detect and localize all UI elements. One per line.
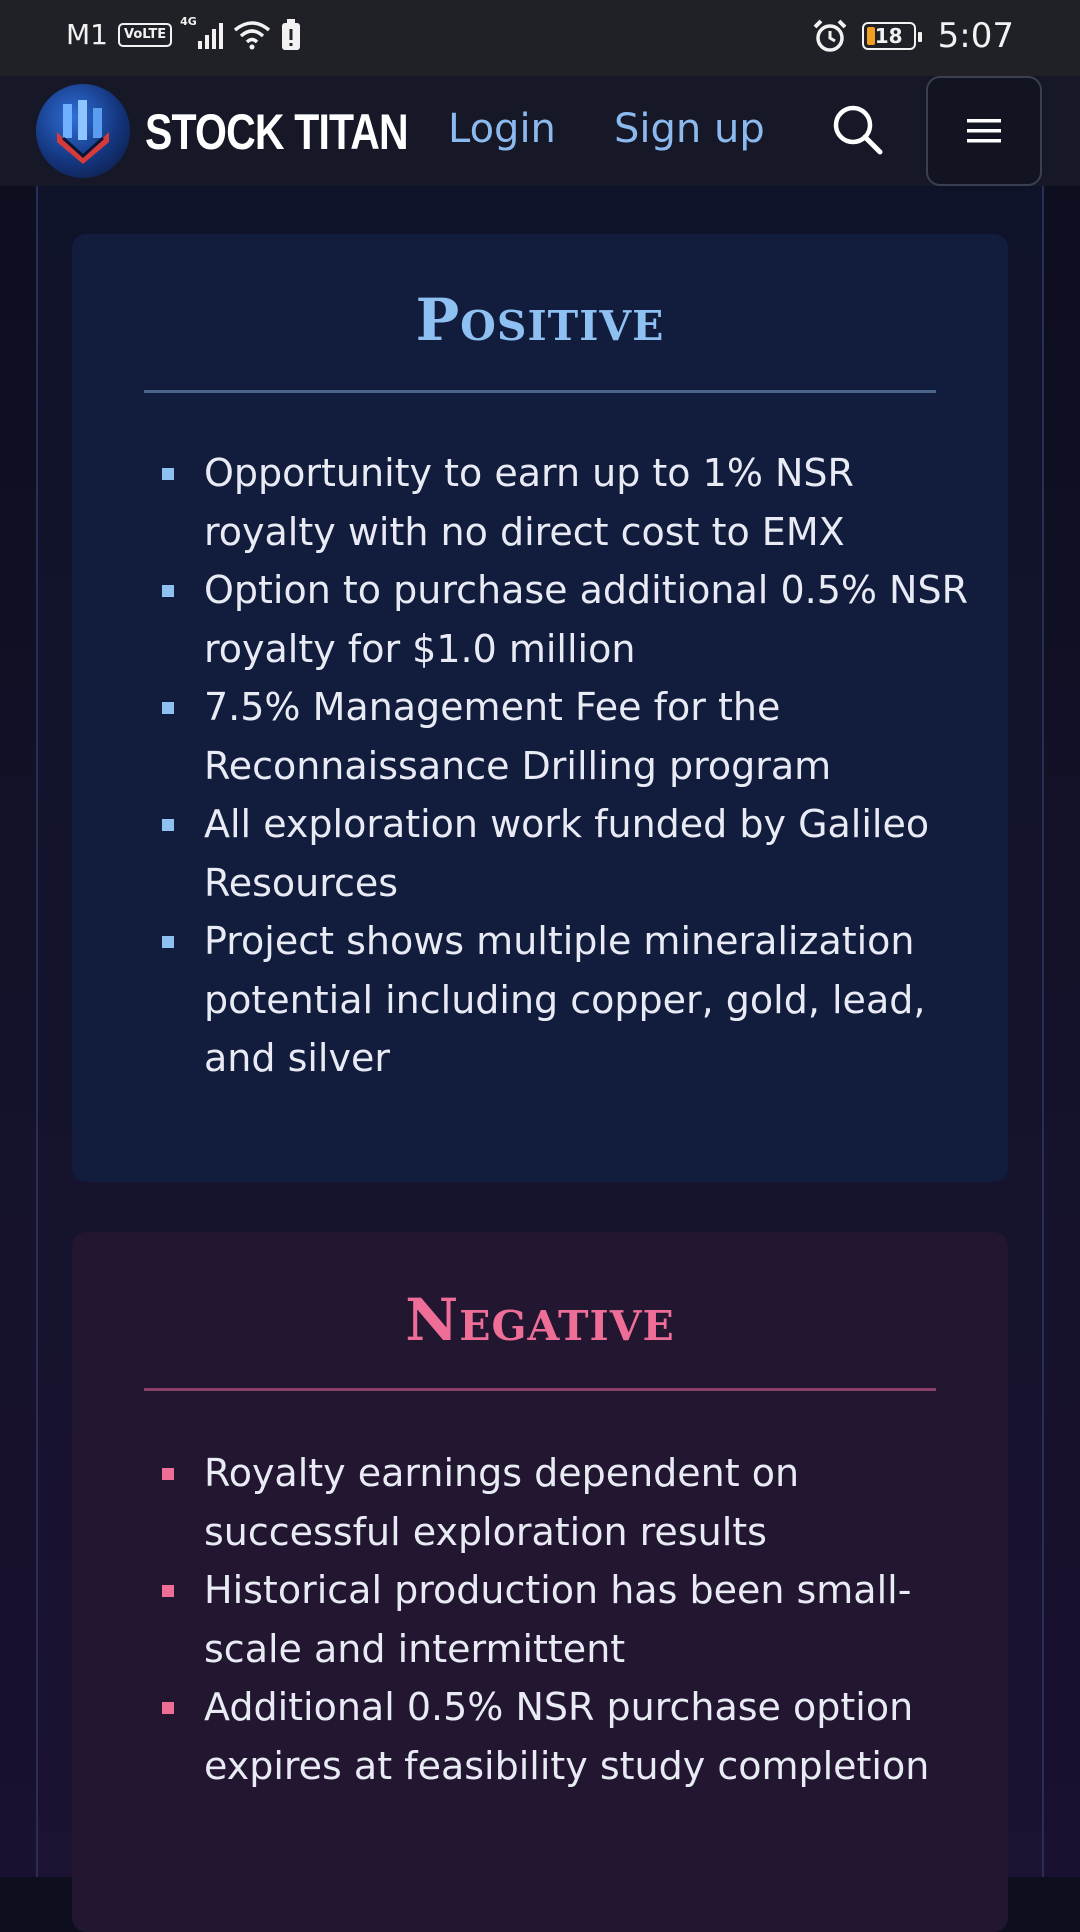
- alert-sim-icon: [281, 19, 301, 51]
- cell-signal-icon: [180, 14, 223, 49]
- negative-card: [72, 1232, 1008, 1932]
- signup-link[interactable]: Sign up: [614, 106, 765, 152]
- list-item: Opportunity to earn up to 1% NSR royalty with no direct cost to EMX: [162, 444, 982, 561]
- top-navbar: [0, 76, 1080, 186]
- status-left: [66, 14, 301, 51]
- wifi-icon: [233, 20, 271, 50]
- logo-chevron-icon: [53, 98, 113, 164]
- list-item: Historical production has been small-scale and intermittent: [162, 1561, 982, 1678]
- battery-icon: [862, 22, 916, 50]
- login-link[interactable]: Login: [448, 106, 556, 152]
- positive-card: [72, 234, 1008, 1182]
- list-item: Additional 0.5% NSR purchase option expires at feasibility study completion: [162, 1678, 982, 1795]
- status-right: [812, 16, 1014, 56]
- positive-divider: [144, 390, 936, 393]
- list-item: 7.5% Management Fee for the Reconnaissance Drilling program: [162, 678, 982, 795]
- battery-level: 18: [874, 24, 903, 48]
- clock-time: 5:07: [937, 16, 1014, 56]
- search-icon: [828, 100, 888, 160]
- list-item: All exploration work funded by Galileo Resources: [162, 795, 982, 912]
- search-button[interactable]: [828, 100, 888, 160]
- volte-badge: VoLTE: [118, 23, 172, 47]
- stock-titan-logo[interactable]: [36, 84, 130, 178]
- carrier-label: M1: [66, 18, 108, 51]
- list-item: Option to purchase additional 0.5% NSR royalty for $1.0 million: [162, 561, 982, 678]
- list-item: Project shows multiple mineralization potential including copper, gold, lead, and silver: [162, 912, 982, 1088]
- hamburger-menu-icon: [965, 115, 1003, 147]
- alarm-icon: [812, 18, 848, 54]
- status-bar: [0, 0, 1080, 76]
- positive-list: [162, 444, 982, 1088]
- list-item: Royalty earnings dependent on successful exploration results: [162, 1444, 982, 1561]
- negative-list: [162, 1444, 982, 1795]
- negative-title: Negative: [405, 1286, 675, 1354]
- positive-title: Positive: [415, 286, 665, 354]
- brand-name[interactable]: STOCK TITAN: [145, 104, 408, 160]
- network-type-label: 4G: [180, 14, 197, 28]
- negative-divider: [144, 1388, 936, 1391]
- menu-button[interactable]: [926, 76, 1042, 186]
